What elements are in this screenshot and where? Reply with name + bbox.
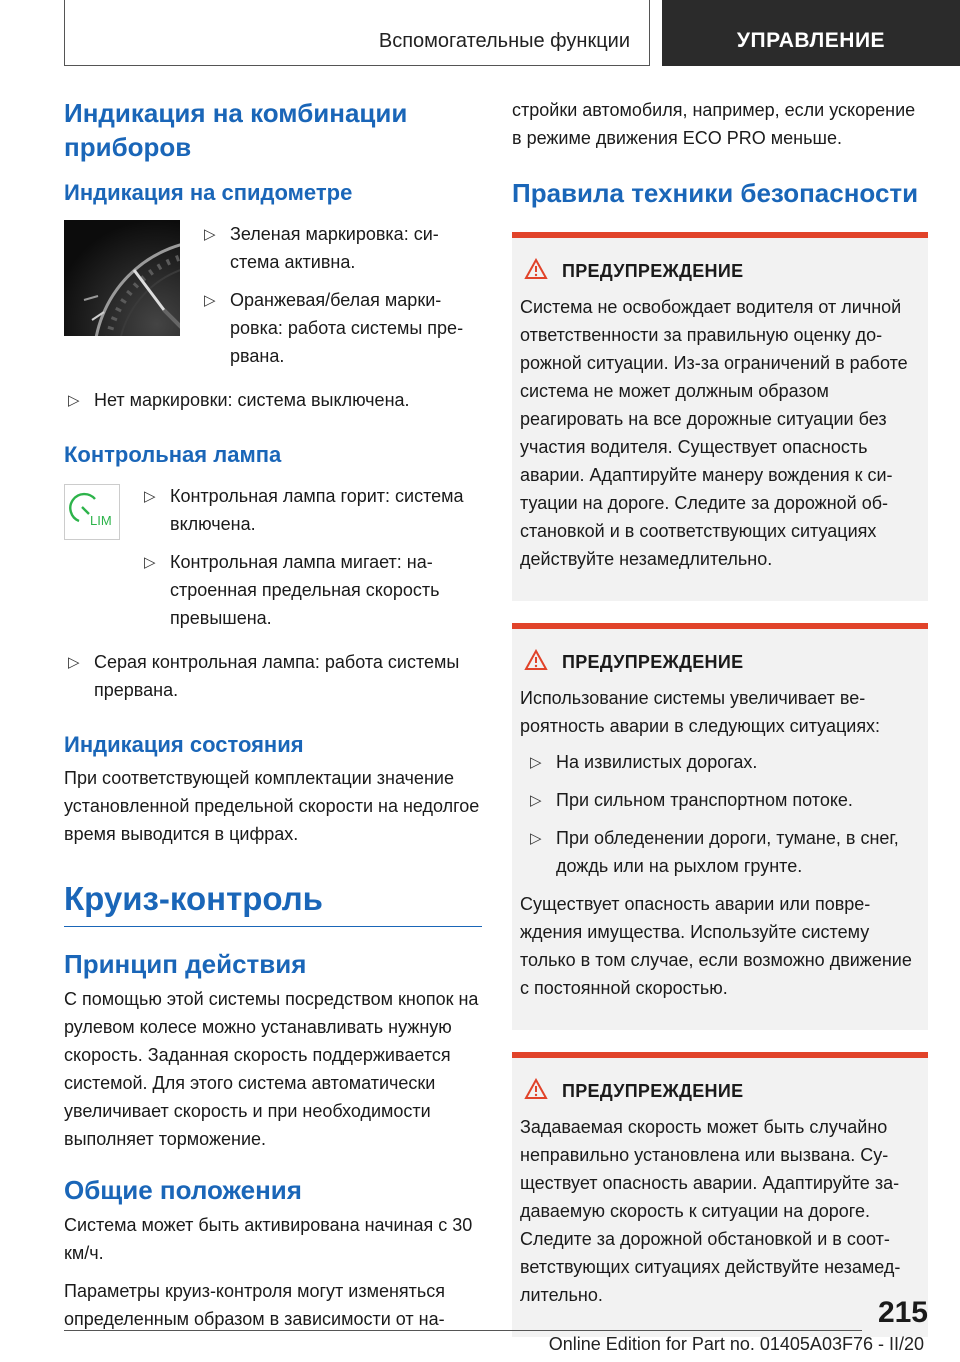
header-section-title: Вспомогательные функции: [378, 30, 630, 52]
triangle-bullet-icon: ▷: [68, 654, 80, 671]
list-item: ▷ При сильном транспортном потоке.: [526, 786, 920, 814]
warning-title: ПРЕДУПРЕЖДЕНИЕ: [520, 1078, 920, 1105]
triangle-bullet-icon: ▷: [204, 226, 216, 243]
warning-text: Система не освобождает водителя от личной ответственности за правильную оценку дорожной ситуации. Из-за ограничений в работе система не может должным образом реагировать на все дорожные ситуации без участия водителя. Существует опасность аварии. Адаптируйте манеру вождения к ситуации на дороге. Следите за дорожной обстановкой и в соответствующих ситуациях действуйте незамедлительно.: [520, 297, 908, 569]
list-item: ▷ На извилистых дорогах.: [526, 748, 920, 776]
speed-limiter-lamp-icon: [64, 484, 120, 540]
continued-paragraph: стройки автомобиля, например, если ускорение в режиме движения ECO PRO меньше.: [512, 100, 916, 148]
warning-text: Использование системы увеличивает вероятность аварии в следующих ситуациях:: [520, 688, 881, 736]
heading-general: Общие положения: [64, 1175, 302, 1205]
page-number: 215: [877, 1296, 928, 1329]
heading-status-display: Индикация состояния: [64, 732, 304, 757]
warning-triangle-icon: [524, 649, 548, 676]
warning-triangle-icon: [524, 1078, 548, 1105]
list-item: ▷ При обледенении дороги, тумане, в снег, дождь или на рыхлом грунте.: [526, 824, 920, 880]
svg-text:LIM: LIM: [90, 513, 112, 528]
speedometer-bullets: [200, 220, 482, 380]
triangle-bullet-icon: ▷: [144, 554, 156, 571]
triangle-bullet-icon: ▷: [204, 292, 216, 309]
list-item: ▷ Зеленая маркировка: система активна.: [200, 220, 482, 276]
general-paragraph-2: Параметры круиз-контроля могут изменяться определенным образом в зависимости от на-: [64, 1281, 446, 1329]
triangle-bullet-icon: ▷: [144, 488, 156, 505]
warning-box-1: [512, 232, 928, 601]
speedometer-image: [64, 220, 180, 336]
warning-title: ПРЕДУПРЕЖДЕНИЕ: [520, 258, 920, 285]
general-paragraph-1: Система может быть активирована начиная с 30 км/ч.: [64, 1215, 473, 1263]
triangle-bullet-icon: ▷: [530, 792, 542, 809]
heading-cruise-control: Круиз-контроль: [64, 878, 482, 927]
edition-footer: Online Edition for Part no. 01405A03F76 - II/20: [548, 1334, 924, 1354]
right-column: [512, 96, 928, 1359]
triangle-bullet-icon: ▷: [68, 392, 80, 409]
warning-title: ПРЕДУПРЕЖДЕНИЕ: [520, 649, 920, 676]
list-item: ▷ Контрольная лампа мигает: настроенная предельная скорость превышена.: [140, 548, 482, 632]
warning-triangle-icon: [524, 258, 548, 285]
footer-divider: [64, 1330, 862, 1331]
heading-indicator-lamp: Контрольная лампа: [64, 442, 282, 467]
warning-box-2: [512, 623, 928, 1030]
warning-text-2: Существует опасность аварии или повреждения имущества. Используйте систему только в том случае, если возможно движение с постоянной скоростью.: [520, 894, 912, 998]
heading-principle: Принцип действия: [64, 949, 307, 979]
lamp-figure-row: [64, 482, 482, 642]
list-item: ▷ Оранжевая/белая маркировка: работа системы прервана.: [200, 286, 482, 370]
heading-cluster-display: Индикация на комбинации приборов: [64, 98, 408, 162]
list-item: ▷ Контрольная лампа горит: система включена.: [140, 482, 482, 538]
status-paragraph: При соответствующей комплектации значение установленной предельной скорости на недолгое время выводится в цифрах.: [64, 768, 480, 844]
lamp-bullets: [140, 482, 482, 642]
list-item: ▷ Нет маркировки: система выключена.: [64, 386, 482, 414]
heading-safety: Правила техники безопасности: [512, 178, 919, 208]
header-chapter-tab: УПРАВЛЕНИЕ: [662, 0, 960, 66]
warning-text: Задаваемая скорость может быть случайно неправильно установлена или вызвана. Существует опасность аварии. Адаптируйте задаваемую скорость к ситуации на дороге. Следите за дорожной обстановкой и в соответствующих ситуациях действуйте незамедлительно.: [520, 1117, 901, 1305]
triangle-bullet-icon: ▷: [530, 830, 542, 847]
speedometer-figure-row: [64, 220, 482, 380]
principle-paragraph: С помощью этой системы посредством кнопок на рулевом колесе можно устанавливать нужную скорость. Заданная скорость поддерживается системой. Для этого система автоматически увеличивает скорость и при необходимости выполняет торможение.: [64, 989, 479, 1149]
left-column: [64, 96, 482, 1343]
list-item: ▷ Серая контрольная лампа: работа системы прервана.: [64, 648, 482, 704]
heading-speedometer-display: Индикация на спидометре: [64, 180, 353, 205]
triangle-bullet-icon: ▷: [530, 754, 542, 771]
warning-box-3: [512, 1052, 928, 1337]
